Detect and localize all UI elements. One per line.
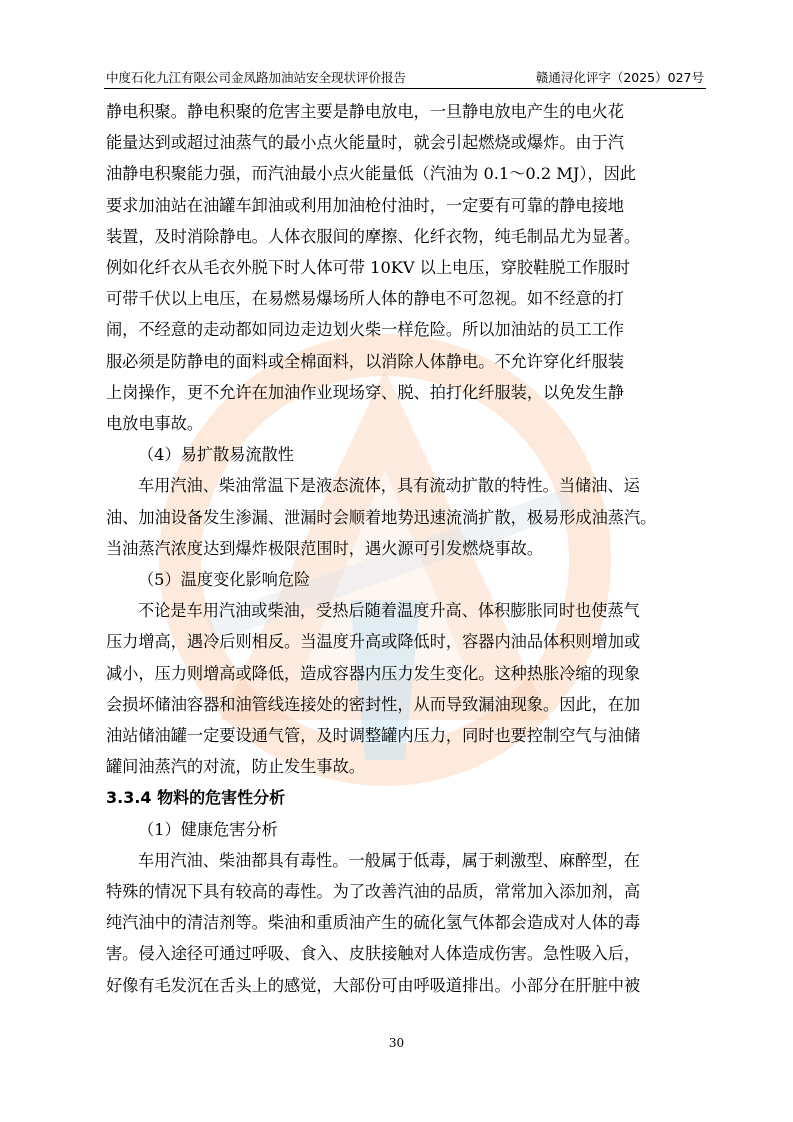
text-line: 当油蒸汽浓度达到爆炸极限范围时，遇火源可引发燃烧事故。 bbox=[106, 538, 544, 558]
text-line: 减小，压力则增高或降低，造成容器内压力发生变化。这种热胀冷缩的现象 bbox=[106, 663, 641, 683]
page-header bbox=[106, 68, 704, 86]
page-number: 30 bbox=[388, 1036, 405, 1050]
subsection-heading: （4）易扩散易流散性 bbox=[138, 445, 294, 465]
text-line: 罐间油蒸汽的对流，防止发生事故。 bbox=[106, 757, 365, 777]
header-report-title: 中度石化九江有限公司金凤路加油站安全现状评价报告 bbox=[106, 70, 407, 85]
text-line: 静电积聚。静电积聚的危害主要是静电放电，一旦静电放电产生的电火花 bbox=[106, 102, 624, 121]
text-line: 上岗操作，更不允许在加油作业现场穿、脱、拍打化纤服装，以免发生静 bbox=[106, 382, 624, 402]
text-line: 好像有毛发沉在舌头上的感觉，大部份可由呼吸道排出。小部分在肝脏中被 bbox=[106, 975, 641, 995]
text-line: 服必须是防静电的面料或全棉面料，以消除人体静电。不允许穿化纤服装 bbox=[106, 351, 624, 371]
document-body bbox=[106, 96, 718, 1001]
text-line: 能量达到或超过油蒸气的最小点火能量时，就会引起燃烧或爆炸。由于汽 bbox=[106, 133, 624, 153]
text-line: 油静电积聚能力强，而汽油最小点火能量低（汽油为 0.1～0.2 MJ），因此 bbox=[106, 164, 636, 184]
subsection-heading: （5）温度变化影响危险 bbox=[138, 570, 311, 590]
text-line: 车用汽油、柴油常温下是液态流体，具有流动扩散的特性。当储油、运 bbox=[138, 476, 640, 496]
text-line: 纯汽油中的清洁剂等。柴油和重质油产生的硫化氢气体都会造成对人体的毒 bbox=[106, 913, 641, 933]
subsection-heading: （1）健康危害分析 bbox=[138, 819, 278, 839]
text-line: 闹，不经意的走动都如同边走边划火柴一样危险。所以加油站的员工工作 bbox=[106, 320, 624, 340]
text-line: 车用汽油、柴油都具有毒性。一般属于低毒，属于刺激型、麻醉型，在 bbox=[138, 850, 640, 870]
text-line: 油站储油罐一定要设通气管，及时调整罐内压力，同时也要控制空气与油储 bbox=[106, 726, 641, 746]
text-line: 压力增高，遇冷后则相反。当温度升高或降低时，容器内油品体积则增加或 bbox=[106, 632, 641, 652]
text-line: 不论是车用汽油或柴油，受热后随着温度升高、体积膨胀同时也使蒸气 bbox=[138, 601, 640, 621]
text-line: 要求加油站在油罐车卸油或利用加油枪付油时，一定要有可靠的静电接地 bbox=[106, 195, 624, 215]
header-document-number: 赣通浔化评字（2025）027号 bbox=[535, 70, 704, 85]
header-rule bbox=[104, 88, 706, 89]
text-line: 装置，及时消除静电。人体衣服间的摩擦、化纤衣物，纯毛制品尤为显著。 bbox=[106, 226, 641, 246]
section-heading: 3.3.4 物料的危害性分析 bbox=[106, 788, 286, 808]
text-line: 电放电事故。 bbox=[106, 414, 204, 434]
text-line: 害。侵入途径可通过呼吸、食入、皮肤接触对人体造成伤害。急性吸入后， bbox=[106, 944, 641, 964]
text-line: 例如化纤衣从毛衣外脱下时人体可带 10KV 以上电压，穿胶鞋脱工作服时 bbox=[106, 258, 631, 278]
text-line: 油、加油设备发生渗漏、泄漏时会顺着地势迅速流淌扩散，极易形成油蒸汽。 bbox=[106, 507, 657, 527]
text-line: 可带千伏以上电压，在易燃易爆场所人体的静电不可忽视。如不经意的打 bbox=[106, 289, 624, 309]
text-line: 特殊的情况下具有较高的毒性。为了改善汽油的品质，常常加入添加剂，高 bbox=[106, 882, 641, 902]
text-line: 会损坏储油容器和油管线连接处的密封性，从而导致漏油现象。因此，在加 bbox=[106, 694, 641, 714]
